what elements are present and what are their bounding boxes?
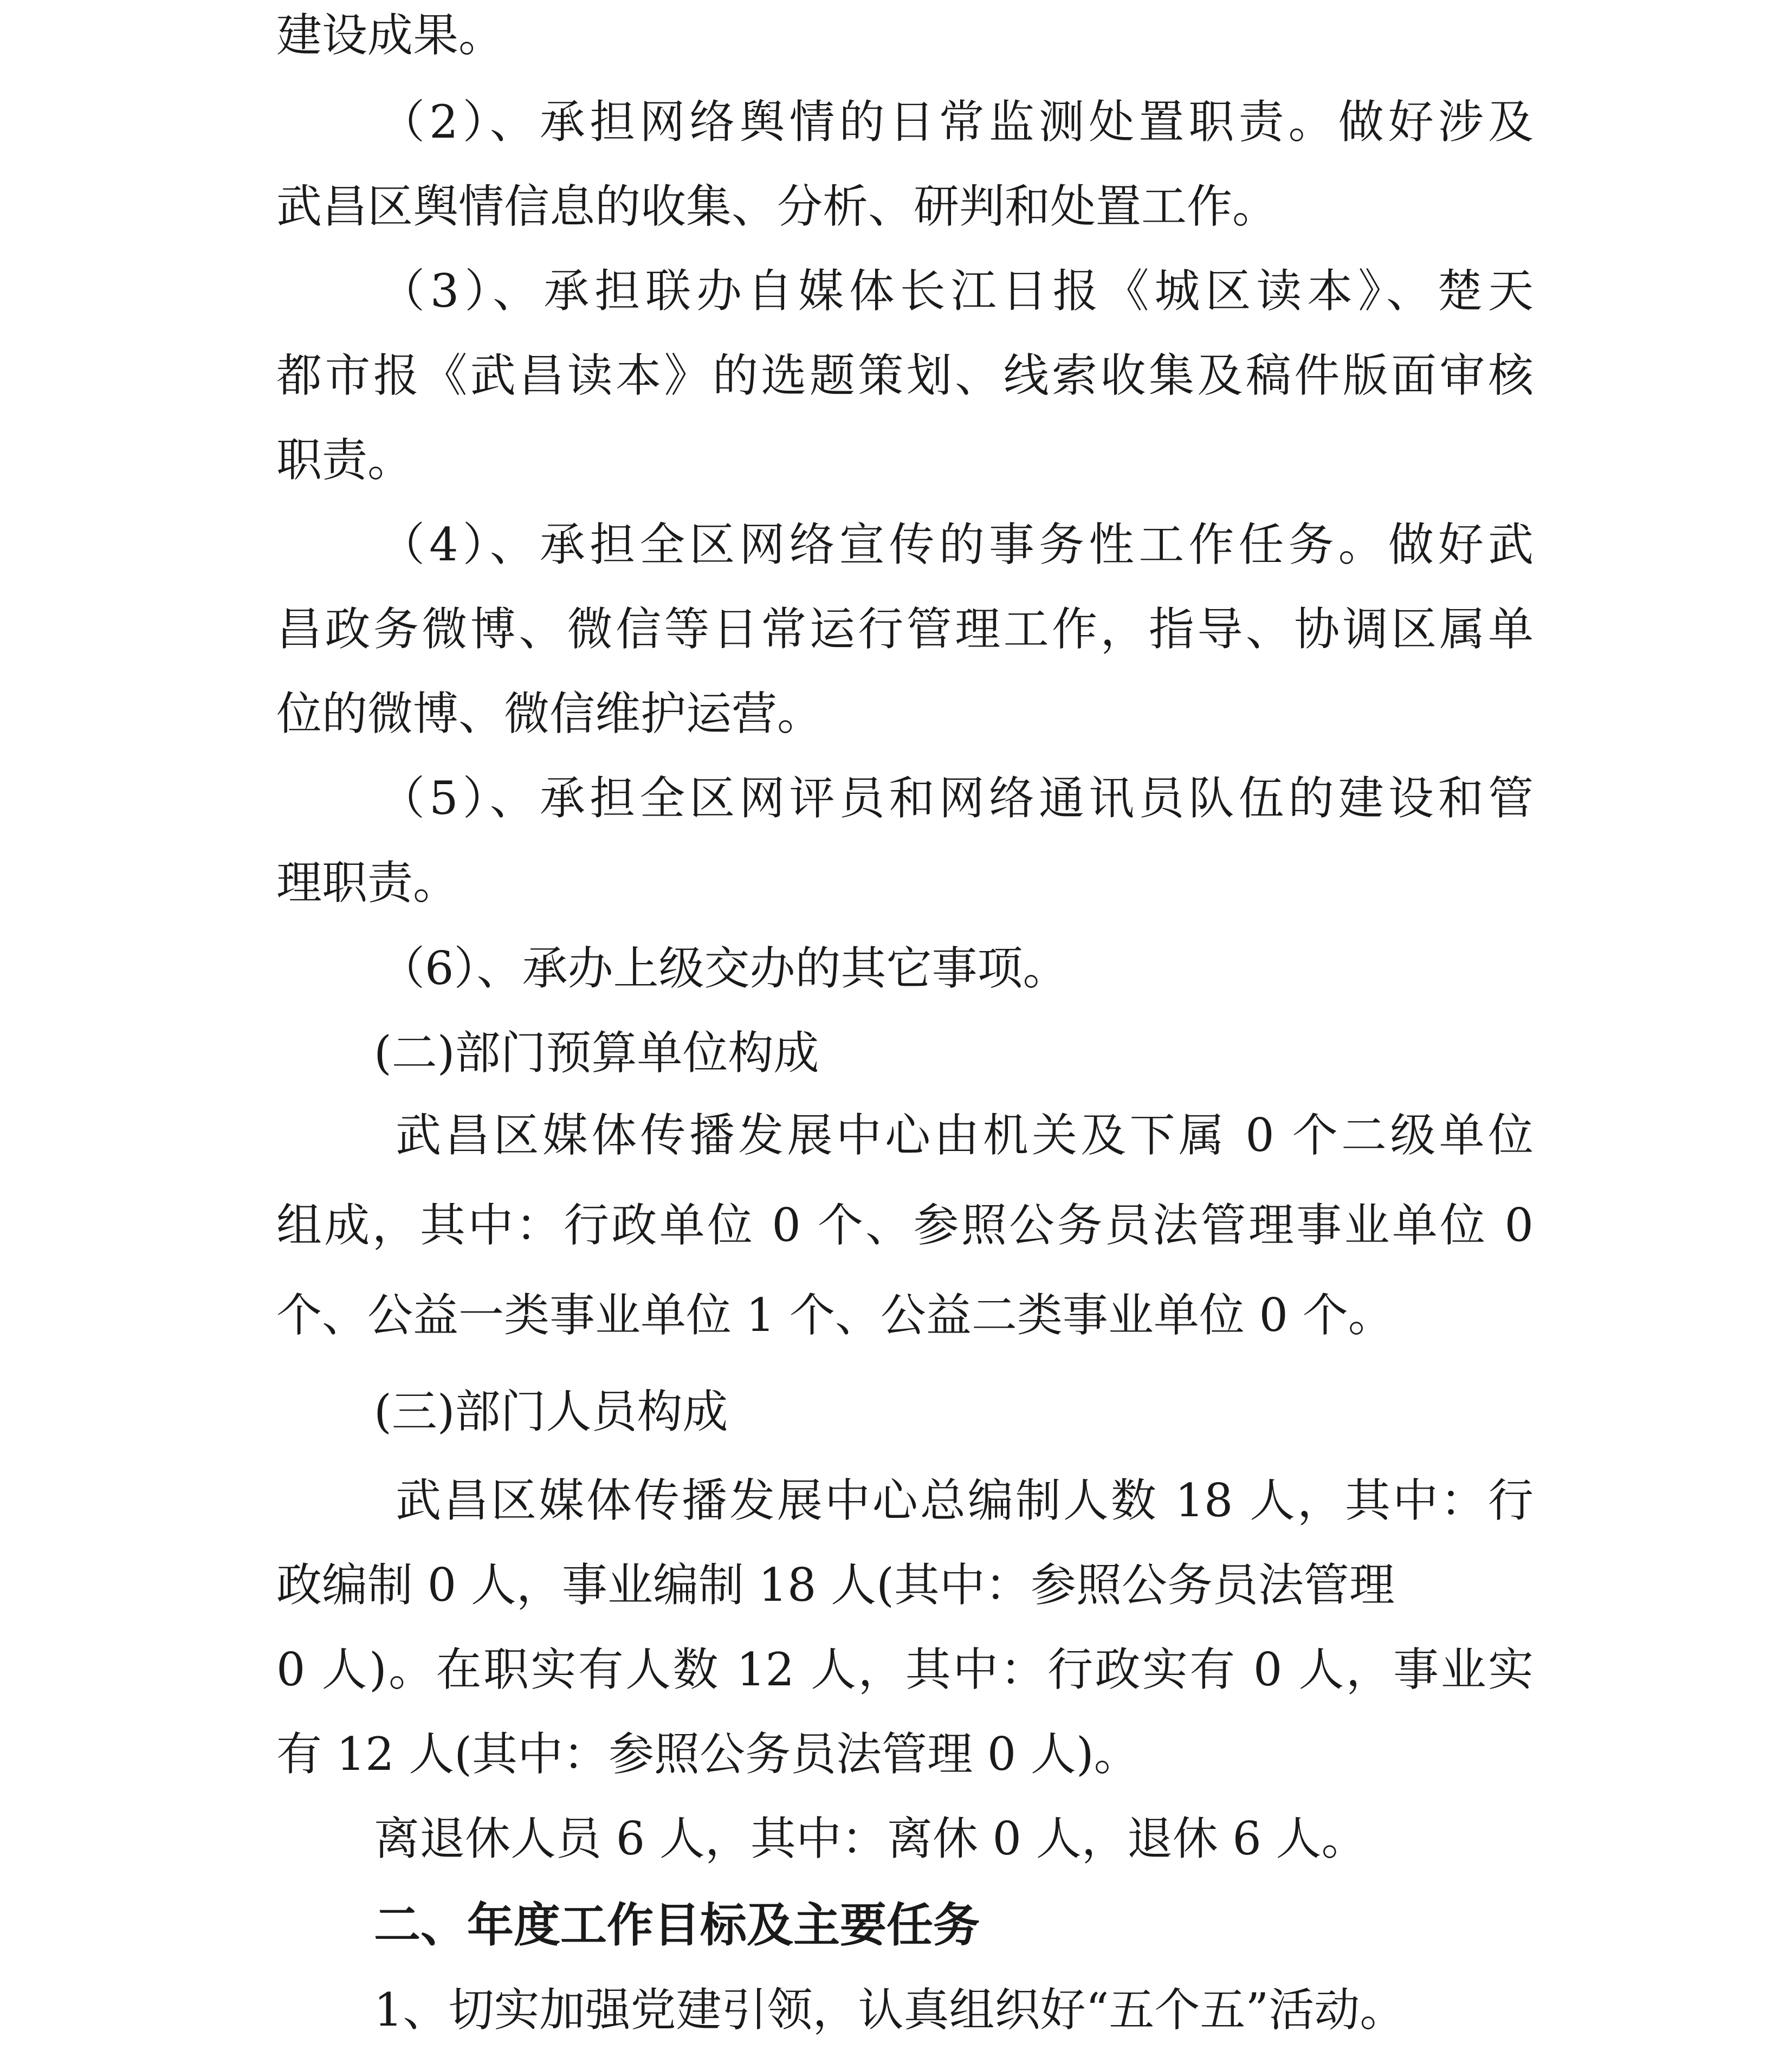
paragraph-line: 建设成果。 [276,9,504,62]
paragraph-line: 武昌区媒体传播发展中心由机关及下属 0 个二级单位 [396,1109,1534,1162]
paragraph-line: 职责。 [276,434,413,487]
paragraph-line: （5）、承担全区网评员和网络通讯员队伍的建设和管 [379,772,1534,825]
paragraph-line: 个、公益一类事业单位 1 个、公益二类事业单位 0 个。 [276,1289,1394,1342]
paragraph-line: （3）、承担联办自媒体长江日报《城区读本》、楚天 [379,264,1534,318]
paragraph-line: 理职责。 [276,856,459,909]
section-subheading: (三)部门人员构成 [374,1385,728,1438]
paragraph-line: 位的微博、微信维护运营。 [276,687,823,740]
paragraph-line: 政编制 0 人，事业编制 18 人(其中：参照公务员法管理 [276,1558,1395,1612]
section-heading: 二、年度工作目标及主要任务 [374,1898,980,1952]
paragraph-line: 武昌区媒体传播发展中心总编制人数 18 人，其中：行 [396,1474,1534,1527]
paragraph-line: （6）、承办上级交办的其它事项。 [379,942,1069,995]
section-subheading: (二)部门预算单位构成 [374,1026,819,1079]
paragraph-line: （4）、承担全区网络宣传的事务性工作任务。做好武 [379,518,1534,571]
paragraph-line: 组成，其中：行政单位 0 个、参照公务员法管理事业单位 0 [276,1199,1534,1252]
paragraph-line: （2）、承担网络舆情的日常监测处置职责。做好涉及 [379,95,1534,148]
paragraph-line: 0 人)。在职实有人数 12 人，其中：行政实有 0 人，事业实 [276,1643,1534,1696]
paragraph-line: 离退休人员 6 人，其中：离休 0 人，退休 6 人。 [374,1812,1367,1865]
paragraph-line: 1、切实加强党建引领，认真组织好“五个五”活动。 [374,1983,1406,2036]
paragraph-line: 昌政务微博、微信等日常运行管理工作，指导、协调区属单 [276,603,1534,656]
paragraph-line: 都市报《武昌读本》的选题策划、线索收集及稿件版面审核 [276,349,1534,402]
paragraph-line: 武昌区舆情信息的收集、分析、研判和处置工作。 [276,180,1278,233]
paragraph-line: 有 12 人(其中：参照公务员法管理 0 人)。 [276,1728,1140,1781]
